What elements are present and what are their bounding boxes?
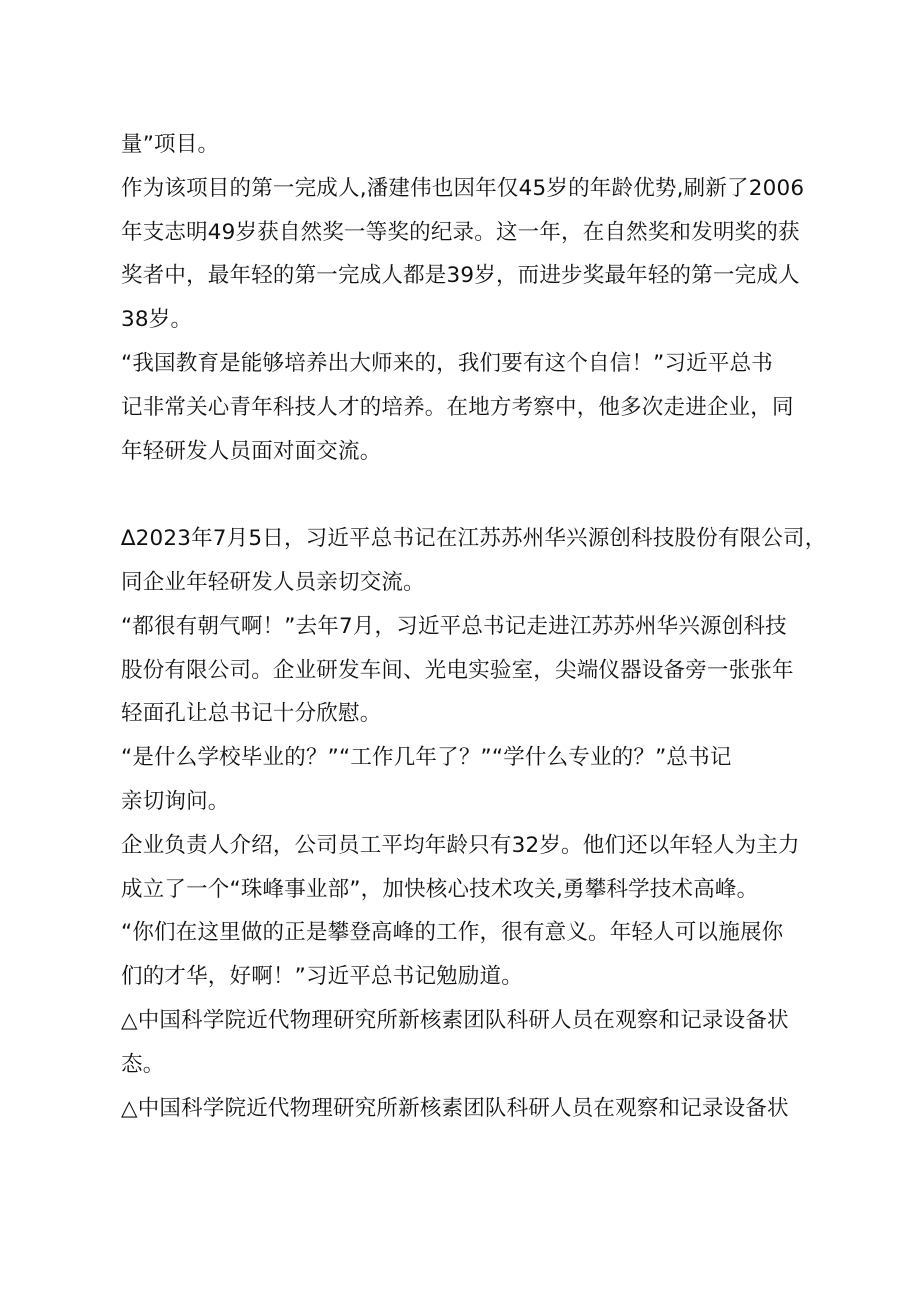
text-line: 们的才华，好啊！”习近平总书记勉励道。 [121,964,523,990]
text-line: 年支志明49岁获自然奖一等奖的纪录。这一年，在自然奖和发明奖的获 [121,219,800,245]
text-line: 企业负责人介绍，公司员工平均年龄只有32岁。他们还以年轻人为主力 [121,832,800,858]
text-line: 轻面孔让总书记十分欣慰。 [121,701,382,727]
text-line: 奖者中，最年轻的第一完成人都是39岁，而进步奖最年轻的第一完成人 [121,263,800,289]
text-line: 亲切询问。 [121,788,230,814]
text-line: “都很有朝气啊！”去年7月，习近平总书记走进江苏苏州华兴源创科技 [121,613,787,639]
text-line: “你们在这里做的正是攀登高峰的工作，很有意义。年轻人可以施展你 [121,920,784,946]
image-caption: ∆2023年7月5日，习近平总书记在江苏苏州华兴源创科技股份有限公司， [121,526,827,552]
image-caption: △中国科学院近代物理研究所新核素团队科研人员在观察和记录设备状 [121,1095,789,1121]
text-line: “是什么学校毕业的？”“工作几年了？”“学什么专业的？”总书记 [121,745,732,771]
text-line: 记非常关心青年科技人才的培养。在地方考察中，他多次走进企业，同 [121,394,794,420]
image-caption: △中国科学院近代物理研究所新核素团队科研人员在观察和记录设备状 [121,1007,789,1033]
image-caption: 同企业年轻研发人员亲切交流。 [121,569,425,595]
text-line: 股份有限公司。企业研发车间、光电实验室，尖端仪器设备旁一张张年 [121,657,794,683]
text-line: 量”项目。 [121,132,220,157]
text-line: 38岁。 [121,307,193,333]
text-line: 成立了一个“珠峰事业部”，加快核心技术攻关,勇攀科学技术高峰。 [121,876,759,902]
paragraph-gap [121,473,811,517]
image-caption: 态。 [121,1051,165,1077]
text-line: 作为该项目的第一完成人,潘建伟也因年仅45岁的年龄优势,刷新了2006 [121,175,805,201]
text-line: “我国教育是能够培养出大师来的，我们要有这个自信！”习近平总书 [121,350,773,376]
article-body [121,123,827,1130]
text-line: 年轻研发人员面对面交流。 [121,438,382,464]
